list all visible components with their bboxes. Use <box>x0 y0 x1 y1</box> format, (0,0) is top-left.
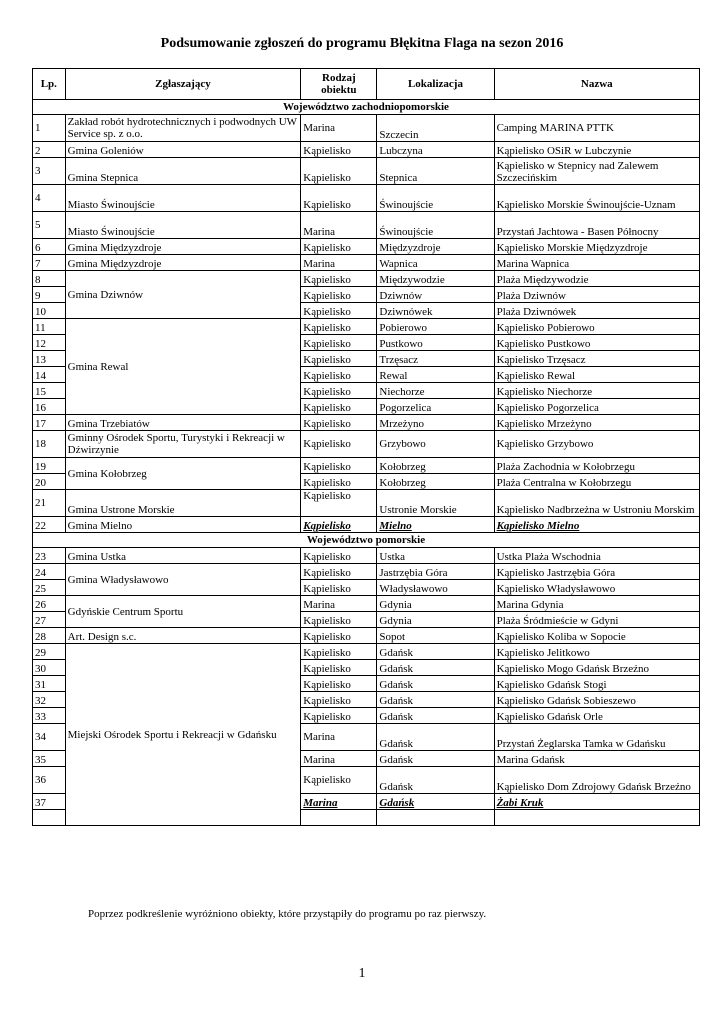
applications-table <box>32 68 700 826</box>
header-applicant: Zgłaszający <box>65 69 301 100</box>
cell-lp: 2 <box>33 142 66 158</box>
region-row <box>33 533 700 548</box>
cell-name: Kąpielisko OSiR w Lubczynie <box>494 142 699 158</box>
table-row <box>33 319 700 335</box>
cell-name: Marina Gdynia <box>494 596 699 612</box>
table-row <box>33 158 700 185</box>
cell-name: Ustka Plaża Wschodnia <box>494 548 699 564</box>
cell-location: Mielno <box>377 517 494 533</box>
cell-type: Kąpielisko <box>301 239 377 255</box>
cell-lp: 6 <box>33 239 66 255</box>
cell-lp: 20 <box>33 474 66 490</box>
cell-lp: 12 <box>33 335 66 351</box>
cell-name: Kąpielisko Mrzeżyno <box>494 415 699 431</box>
cell-location: Kołobrzeg <box>377 458 494 474</box>
cell-applicant: Gmina Mielno <box>65 517 301 533</box>
cell-type: Kąpielisko <box>301 383 377 399</box>
cell-location: Gdańsk <box>377 767 494 794</box>
cell-type: Kąpielisko <box>301 415 377 431</box>
cell-type: Kąpielisko <box>301 367 377 383</box>
cell-location: Rewal <box>377 367 494 383</box>
header-lp: Lp. <box>33 69 66 100</box>
cell-name: Plaża Centralna w Kołobrzegu <box>494 474 699 490</box>
cell-location: Gdańsk <box>377 644 494 660</box>
cell-lp: 11 <box>33 319 66 335</box>
cell-location: Jastrzębia Góra <box>377 564 494 580</box>
cell-applicant: Art. Design s.c. <box>65 628 301 644</box>
cell-lp: 17 <box>33 415 66 431</box>
cell-type: Kąpielisko <box>301 474 377 490</box>
cell-lp: 8 <box>33 271 66 287</box>
cell-lp: 14 <box>33 367 66 383</box>
cell-type: Kąpielisko <box>301 490 377 517</box>
table-row <box>33 596 700 612</box>
cell-name <box>494 810 699 826</box>
cell-name: Kąpielisko Mielno <box>494 517 699 533</box>
cell-location: Międzyzdroje <box>377 239 494 255</box>
cell-location: Gdańsk <box>377 676 494 692</box>
table-header-row <box>33 69 700 100</box>
cell-type: Marina <box>301 596 377 612</box>
cell-lp: 37 <box>33 794 66 810</box>
header-location: Lokalizacja <box>377 69 494 100</box>
cell-applicant: Gmina Międzyzdroje <box>65 239 301 255</box>
cell-type: Marina <box>301 794 377 810</box>
footnote: Poprzez podkreślenie wyróżniono obiekty, które przystąpiły do programu po raz pierwszy. <box>88 908 487 920</box>
cell-location: Trzęsacz <box>377 351 494 367</box>
cell-applicant: Gmina Międzyzdroje <box>65 255 301 271</box>
table-row <box>33 185 700 212</box>
cell-type: Marina <box>301 724 377 751</box>
region-name: Województwo zachodniopomorskie <box>33 100 700 115</box>
cell-lp: 30 <box>33 660 66 676</box>
cell-applicant: Zakład robót hydrotechnicznych i podwodnych UW Service sp. z o.o. <box>65 115 301 142</box>
table-row <box>33 517 700 533</box>
cell-location: Stepnica <box>377 158 494 185</box>
cell-location: Gdańsk <box>377 751 494 767</box>
cell-applicant: Gdyńskie Centrum Sportu <box>65 596 301 628</box>
cell-location: Dziwnów <box>377 287 494 303</box>
document-title: Podsumowanie zgłoszeń do programu Błękitna Flaga na sezon 2016 <box>160 36 564 51</box>
cell-name: Kąpielisko Morskie Świnoujście-Uznam <box>494 185 699 212</box>
cell-location: Pogorzelica <box>377 399 494 415</box>
cell-type: Kąpielisko <box>301 185 377 212</box>
cell-location: Dziwnówek <box>377 303 494 319</box>
cell-lp: 4 <box>33 185 66 212</box>
cell-lp <box>33 810 66 826</box>
cell-location: Gdańsk <box>377 708 494 724</box>
cell-location: Gdynia <box>377 612 494 628</box>
cell-lp: 23 <box>33 548 66 564</box>
cell-location: Międzywodzie <box>377 271 494 287</box>
region-row <box>33 100 700 115</box>
cell-name: Kąpielisko Dom Zdrojowy Gdańsk Brzeźno <box>494 767 699 794</box>
cell-name: Kąpielisko Grzybowo <box>494 431 699 458</box>
cell-type: Marina <box>301 115 377 142</box>
cell-location: Grzybowo <box>377 431 494 458</box>
cell-lp: 33 <box>33 708 66 724</box>
cell-type: Marina <box>301 751 377 767</box>
cell-lp: 1 <box>33 115 66 142</box>
header-type: Rodzaj obiektu <box>301 69 377 100</box>
table-row <box>33 115 700 142</box>
region-name: Województwo pomorskie <box>33 533 700 548</box>
table-row <box>33 142 700 158</box>
table-row <box>33 431 700 458</box>
cell-lp: 28 <box>33 628 66 644</box>
cell-type: Kąpielisko <box>301 628 377 644</box>
cell-applicant: Gmina Ustka <box>65 548 301 564</box>
cell-name: Camping MARINA PTTK <box>494 115 699 142</box>
cell-name: Marina Gdańsk <box>494 751 699 767</box>
cell-type: Kąpielisko <box>301 548 377 564</box>
cell-lp: 27 <box>33 612 66 628</box>
cell-lp: 26 <box>33 596 66 612</box>
cell-applicant: Gmina Władysławowo <box>65 564 301 596</box>
cell-type: Kąpielisko <box>301 158 377 185</box>
cell-applicant: Gmina Goleniów <box>65 142 301 158</box>
cell-applicant: Gminny Ośrodek Sportu, Turystyki i Rekreacji w Dźwirzynie <box>65 431 301 458</box>
cell-type: Kąpielisko <box>301 431 377 458</box>
cell-type: Kąpielisko <box>301 676 377 692</box>
table-row <box>33 255 700 271</box>
cell-lp: 35 <box>33 751 66 767</box>
cell-lp: 29 <box>33 644 66 660</box>
cell-name: Kąpielisko Jelitkowo <box>494 644 699 660</box>
cell-lp: 25 <box>33 580 66 596</box>
table-row <box>33 212 700 239</box>
cell-type <box>301 810 377 826</box>
table-row <box>33 239 700 255</box>
cell-lp: 15 <box>33 383 66 399</box>
cell-name: Kąpielisko Gdańsk Sobieszewo <box>494 692 699 708</box>
cell-location: Władysławowo <box>377 580 494 596</box>
table-row <box>33 644 700 660</box>
cell-type: Kąpielisko <box>301 660 377 676</box>
cell-lp: 16 <box>33 399 66 415</box>
table-row <box>33 564 700 580</box>
cell-type: Kąpielisko <box>301 644 377 660</box>
cell-location: Mrzeżyno <box>377 415 494 431</box>
cell-lp: 9 <box>33 287 66 303</box>
cell-lp: 13 <box>33 351 66 367</box>
cell-name: Kąpielisko Pobierowo <box>494 319 699 335</box>
cell-applicant: Gmina Trzebiatów <box>65 415 301 431</box>
cell-name: Kąpielisko Pogorzelica <box>494 399 699 415</box>
cell-location: Ustka <box>377 548 494 564</box>
cell-applicant: Gmina Rewal <box>65 319 301 415</box>
table-row <box>33 415 700 431</box>
cell-lp: 10 <box>33 303 66 319</box>
cell-location: Gdańsk <box>377 794 494 810</box>
cell-name: Kąpielisko Koliba w Sopocie <box>494 628 699 644</box>
cell-type: Kąpielisko <box>301 271 377 287</box>
cell-location: Szczecin <box>377 115 494 142</box>
cell-name: Plaża Śródmieście w Gdyni <box>494 612 699 628</box>
cell-type: Kąpielisko <box>301 692 377 708</box>
cell-name: Plaża Międzywodzie <box>494 271 699 287</box>
cell-lp: 22 <box>33 517 66 533</box>
cell-type: Kąpielisko <box>301 564 377 580</box>
cell-lp: 21 <box>33 490 66 517</box>
table-row <box>33 271 700 287</box>
cell-lp: 24 <box>33 564 66 580</box>
cell-applicant: Gmina Ustrone Morskie <box>65 490 301 517</box>
cell-lp: 18 <box>33 431 66 458</box>
cell-name: Kąpielisko Pustkowo <box>494 335 699 351</box>
cell-name: Plaża Dziwnówek <box>494 303 699 319</box>
cell-type: Kąpielisko <box>301 767 377 794</box>
cell-lp: 32 <box>33 692 66 708</box>
cell-name: Kąpielisko Rewal <box>494 367 699 383</box>
cell-applicant: Gmina Dziwnów <box>65 271 301 319</box>
cell-location: Gdańsk <box>377 660 494 676</box>
cell-type: Kąpielisko <box>301 319 377 335</box>
cell-location: Wapnica <box>377 255 494 271</box>
cell-location <box>377 810 494 826</box>
cell-name: Kąpielisko Gdańsk Stogi <box>494 676 699 692</box>
cell-type: Marina <box>301 212 377 239</box>
cell-name: Marina Wapnica <box>494 255 699 271</box>
cell-name: Plaża Dziwnów <box>494 287 699 303</box>
cell-name: Przystań Żeglarska Tamka w Gdańsku <box>494 724 699 751</box>
table-row <box>33 458 700 474</box>
cell-name: Przystań Jachtowa - Basen Północny <box>494 212 699 239</box>
cell-name: Kąpielisko Nadbrzeżna w Ustroniu Morskim <box>494 490 699 517</box>
cell-location: Lubczyna <box>377 142 494 158</box>
cell-name: Żabi Kruk <box>494 794 699 810</box>
cell-lp: 34 <box>33 724 66 751</box>
cell-type: Kąpielisko <box>301 142 377 158</box>
cell-lp: 19 <box>33 458 66 474</box>
cell-name: Kąpielisko Władysławowo <box>494 580 699 596</box>
cell-name: Plaża Zachodnia w Kołobrzegu <box>494 458 699 474</box>
cell-type: Kąpielisko <box>301 517 377 533</box>
header-name: Nazwa <box>494 69 699 100</box>
cell-type: Kąpielisko <box>301 708 377 724</box>
cell-name: Kąpielisko Niechorze <box>494 383 699 399</box>
cell-lp: 31 <box>33 676 66 692</box>
cell-lp: 36 <box>33 767 66 794</box>
cell-type: Kąpielisko <box>301 335 377 351</box>
cell-location: Pobierowo <box>377 319 494 335</box>
cell-location: Sopot <box>377 628 494 644</box>
cell-name: Kąpielisko w Stepnicy nad Zalewem Szczecińskim <box>494 158 699 185</box>
cell-applicant: Gmina Stepnica <box>65 158 301 185</box>
cell-applicant: Miejski Ośrodek Sportu i Rekreacji w Gdańsku <box>65 644 301 826</box>
cell-location: Świnoujście <box>377 185 494 212</box>
cell-applicant: Miasto Świnoujście <box>65 212 301 239</box>
cell-name: Kąpielisko Mogo Gdańsk Brzeźno <box>494 660 699 676</box>
cell-type: Kąpielisko <box>301 399 377 415</box>
cell-type: Kąpielisko <box>301 303 377 319</box>
cell-type: Marina <box>301 255 377 271</box>
cell-lp: 7 <box>33 255 66 271</box>
cell-location: Niechorze <box>377 383 494 399</box>
cell-location: Kołobrzeg <box>377 474 494 490</box>
cell-applicant: Miasto Świnoujście <box>65 185 301 212</box>
cell-type: Kąpielisko <box>301 458 377 474</box>
cell-type: Kąpielisko <box>301 580 377 596</box>
cell-type: Kąpielisko <box>301 287 377 303</box>
cell-name: Kąpielisko Morskie Międzyzdroje <box>494 239 699 255</box>
cell-location: Świnoujście <box>377 212 494 239</box>
cell-lp: 3 <box>33 158 66 185</box>
page-number: 1 <box>358 966 366 981</box>
cell-location: Gdańsk <box>377 692 494 708</box>
cell-location: Ustronie Morskie <box>377 490 494 517</box>
cell-location: Pustkowo <box>377 335 494 351</box>
cell-type: Kąpielisko <box>301 612 377 628</box>
cell-type: Kąpielisko <box>301 351 377 367</box>
cell-name: Kąpielisko Trzęsacz <box>494 351 699 367</box>
table-row <box>33 490 700 517</box>
cell-location: Gdańsk <box>377 724 494 751</box>
cell-lp: 5 <box>33 212 66 239</box>
cell-location: Gdynia <box>377 596 494 612</box>
cell-name: Kąpielisko Gdańsk Orle <box>494 708 699 724</box>
table-row <box>33 628 700 644</box>
table-row <box>33 548 700 564</box>
cell-name: Kąpielisko Jastrzębia Góra <box>494 564 699 580</box>
cell-applicant: Gmina Kołobrzeg <box>65 458 301 490</box>
